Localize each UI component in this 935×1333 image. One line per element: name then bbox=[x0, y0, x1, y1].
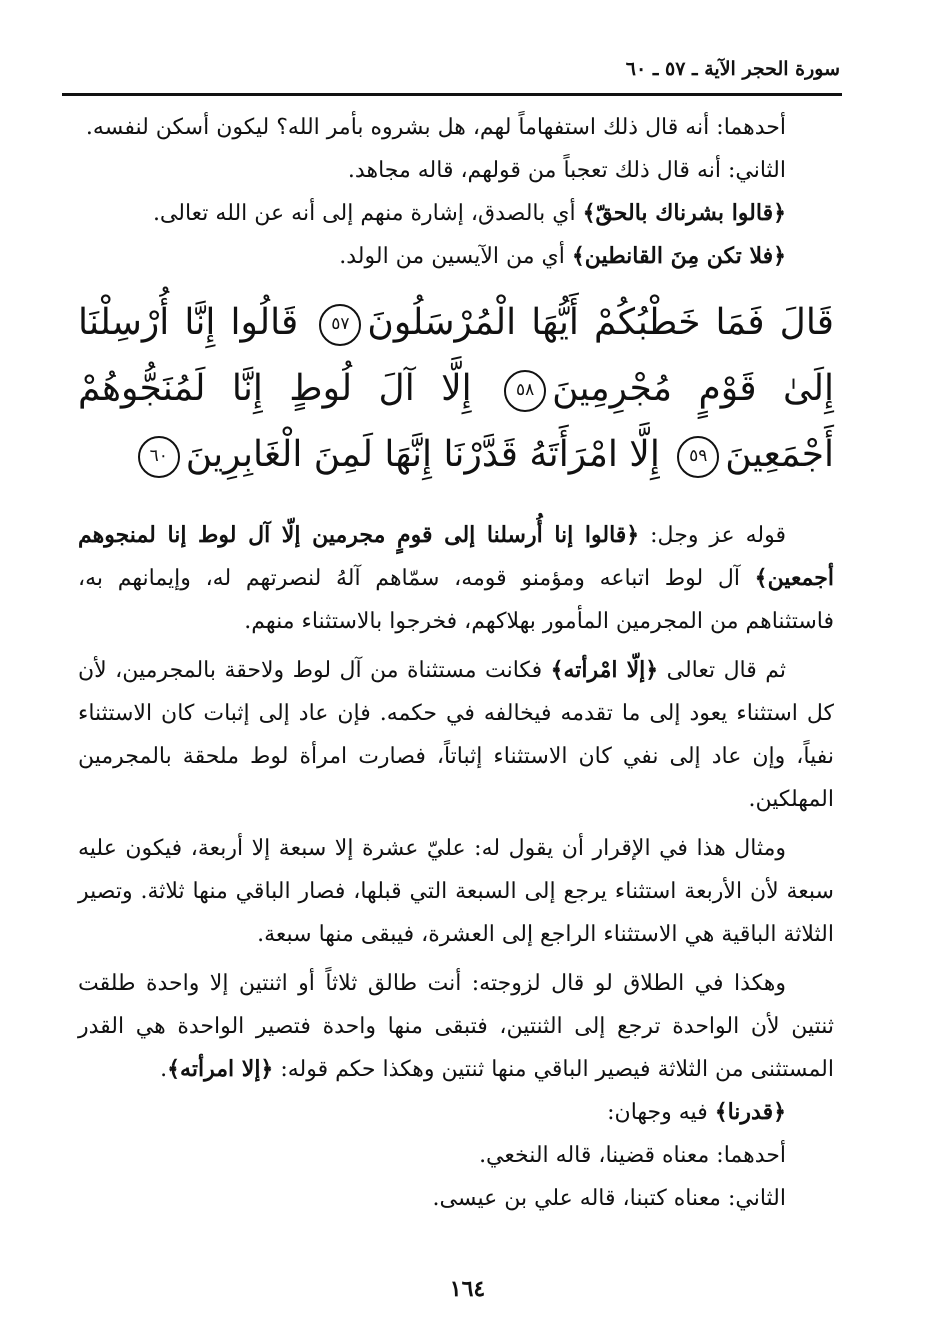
commentary-text: . bbox=[160, 1057, 168, 1082]
commentary-paragraph bbox=[78, 514, 834, 643]
commentary-paragraph bbox=[78, 827, 834, 956]
quran-verse-block bbox=[78, 290, 834, 488]
commentary-paragraph bbox=[78, 1177, 834, 1220]
commentary-paragraph bbox=[78, 235, 834, 278]
quoted-verse-text: ﴿إلّا امْرأته﴾ bbox=[550, 657, 659, 683]
page-body bbox=[78, 106, 834, 1220]
commentary-paragraph bbox=[78, 192, 834, 235]
commentary-text: ثم قال تعالى bbox=[658, 658, 786, 683]
commentary-paragraph bbox=[78, 1091, 834, 1134]
commentary-text: ومثال هذا في الإقرار أن يقول له: عليّ عشرة إلا سبعة إلا أربعة، فيكون عليه سبعة لأن الأربعة استثناء يرجع إلى السبعة التي قبلها، فصار الباقي منها ثلاثة. وتصير الثلاثة الباقية هي الاستثناء الراجع إلى العشرة، فيبقى منها سبعة. bbox=[78, 836, 834, 947]
quoted-verse-text: ﴿قالوا إنا أُرسلنا إلى قومٍ مجرمين إلّا آل لوط إنا لمنجوهم أجمعين﴾ bbox=[78, 522, 834, 591]
quoted-verse-text: ﴿قالوا بشرناك بالحقّ﴾ bbox=[582, 200, 786, 226]
commentary-paragraph bbox=[78, 106, 834, 149]
ayah-number-marker: ٦٠ bbox=[138, 436, 180, 478]
commentary-text: أي من الآيسين من الولد. bbox=[339, 244, 572, 269]
commentary-text: وهكذا في الطلاق لو قال لزوجته: أنت طالق ثلاثاً أو اثنتين إلا واحدة طلقت ثنتين لأن الواحدة ترجع إلى الثنتين، فتبقى منها واحدة فتصير الواحدة هي القدر المستثنى من الثلاثة فيصير الباقي منها ثنتين وهكذا حكم قوله: bbox=[78, 971, 834, 1082]
ayah-number-marker: ٥٨ bbox=[504, 370, 546, 412]
commentary-text: فيه وجهان: bbox=[607, 1100, 715, 1125]
ayah-text: قَالُوا إِنَّا أُرْسِلْنَا إِلَىٰ قَوْمٍ مُجْرِمِينَ bbox=[78, 302, 834, 409]
commentary-text: فكانت مستثناة من آل لوط ولاحقة بالمجرمين، لأن كل استثناء يعود إلى ما تقدمه فيخالفه في حكمه. فإن عاد إلى إثبات كان الاستثناء نفياً، وإن عاد إلى نفي كان الاستثناء إثباتاً، فصارت امرأة لوط ملحقة بالمجرمين المهلكين. bbox=[78, 658, 834, 812]
commentary-text: آل لوط اتباعه ومؤمنو قومه، سمّاهم آلهُ لنصرتهم له، وإيمانهم به، فاستثناهم من المجرمين المأمور بهلاكهم، فخرجوا بالاستثناء منهم. bbox=[78, 566, 834, 634]
ayah-number-marker: ٥٧ bbox=[319, 304, 361, 346]
page-number: ١٦٤ bbox=[449, 1276, 486, 1302]
ayah-text: قَالَ فَمَا خَطْبُكُمْ أَيُّهَا الْمُرْسَلُونَ bbox=[367, 302, 834, 343]
commentary-paragraph bbox=[78, 649, 834, 821]
commentary-text: قوله عز وجل: bbox=[639, 523, 787, 548]
quoted-verse-text: ﴿إلا امرأته﴾ bbox=[167, 1056, 274, 1082]
header-rule bbox=[62, 93, 842, 96]
commentary-paragraph bbox=[78, 1134, 834, 1177]
commentary-text: الثاني: أنه قال ذلك تعجباً من قولهم، قاله مجاهد. bbox=[347, 158, 786, 183]
ayah-text: إِلَّا امْرَأَتَهُ قَدَّرْنَا إِنَّهَا لَمِنَ الْغَابِرِينَ bbox=[185, 434, 660, 475]
commentary-paragraph bbox=[78, 962, 834, 1091]
quoted-verse-text: ﴿قدرنا﴾ bbox=[714, 1099, 786, 1125]
quoted-verse-text: ﴿فلا تكن مِنَ القانطين﴾ bbox=[571, 243, 786, 269]
commentary-text: أحدهما: أنه قال ذلك استفهاماً لهم، هل بشروه بأمر الله؟ ليكون أسكن لنفسه. bbox=[85, 115, 786, 140]
commentary-text: الثاني: معناه كتبنا، قاله علي بن عيسى. bbox=[432, 1186, 786, 1211]
running-header: سورة الحجر الآية ـ ٥٧ ـ ٦٠ bbox=[625, 58, 840, 80]
commentary-paragraph bbox=[78, 149, 834, 192]
commentary-text: أحدهما: معناه قضينا، قاله النخعي. bbox=[479, 1143, 786, 1168]
commentary-text: أي بالصدق، إشارة منهم إلى أنه عن الله تعالى. bbox=[152, 201, 583, 226]
ayah-text: إِلَّا آلَ لُوطٍ إِنَّا لَمُنَجُّوهُمْ أَجْمَعِينَ bbox=[78, 368, 834, 475]
ayah-number-marker: ٥٩ bbox=[677, 436, 719, 478]
